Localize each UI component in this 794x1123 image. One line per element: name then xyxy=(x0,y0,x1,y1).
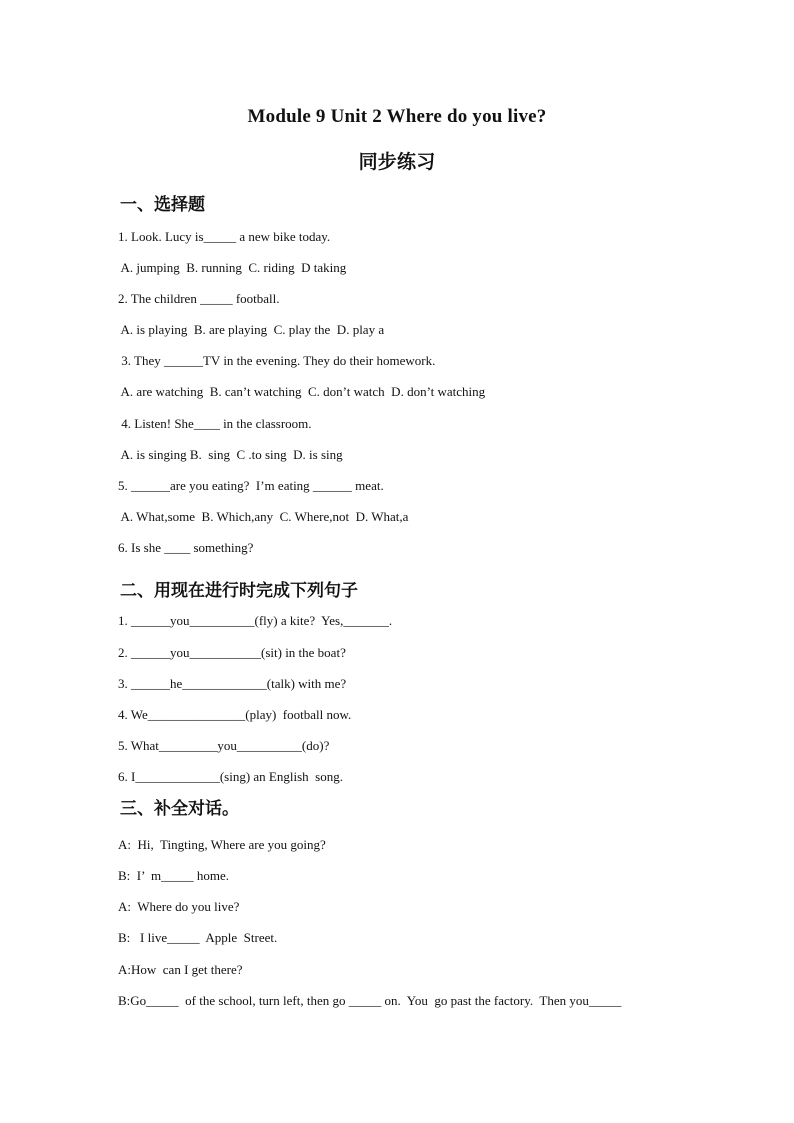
question-line: 2. The children _____ football. xyxy=(118,291,280,306)
options-line: A. jumping B. running C. riding D taking xyxy=(118,260,347,275)
dialogue-line: B:Go_____ of the school, turn left, then go _____ on. You go past the factory. Then you_____ xyxy=(118,993,622,1008)
dialogue-line: A: Where do you live? xyxy=(118,899,240,914)
section-heading-present-continuous: 二、用现在进行时完成下列句子 xyxy=(120,581,358,600)
question-line: 6. Is she ____ something? xyxy=(118,540,254,555)
options-line: A. What,some B. Which,any C. Where,not D. What,a xyxy=(118,509,409,524)
question-line: 1. Look. Lucy is_____ a new bike today. xyxy=(118,229,331,244)
fill-in-line: 4. We_______________(play) football now. xyxy=(118,707,352,722)
page-title: Module 9 Unit 2 Where do you live? xyxy=(247,106,547,127)
fill-in-line: 5. What_________you__________(do)? xyxy=(118,738,330,753)
options-line: A. are watching B. can’t watching C. don’t watch D. don’t watching xyxy=(118,384,486,399)
fill-in-line: 6. I_____________(sing) an English song. xyxy=(118,769,343,784)
fill-in-line: 1. ______you__________(fly) a kite? Yes,_______. xyxy=(118,613,393,628)
fill-in-line: 3. ______he_____________(talk) with me? xyxy=(118,676,347,691)
page-subtitle: 同步练习 xyxy=(358,152,436,173)
dialogue-line: A:How can I get there? xyxy=(118,962,243,977)
dialogue-line: B: I’ m_____ home. xyxy=(118,868,229,883)
options-line: A. is playing B. are playing C. play the D. play a xyxy=(118,322,385,337)
section-heading-multiple-choice: 一、选择题 xyxy=(120,195,205,214)
options-line: A. is singing B. sing C .to sing D. is sing xyxy=(118,447,343,462)
question-line: 3. They ______TV in the evening. They do their homework. xyxy=(118,353,436,368)
question-line: 5. ______are you eating? I’m eating ______ meat. xyxy=(118,478,384,493)
section-heading-dialogue: 三、补全对话。 xyxy=(120,799,239,818)
question-line: 4. Listen! She____ in the classroom. xyxy=(118,416,312,431)
dialogue-line: A: Hi, Tingting, Where are you going? xyxy=(118,837,326,852)
dialogue-line: B: I live_____ Apple Street. xyxy=(118,930,278,945)
fill-in-line: 2. ______you___________(sit) in the boat? xyxy=(118,645,346,660)
